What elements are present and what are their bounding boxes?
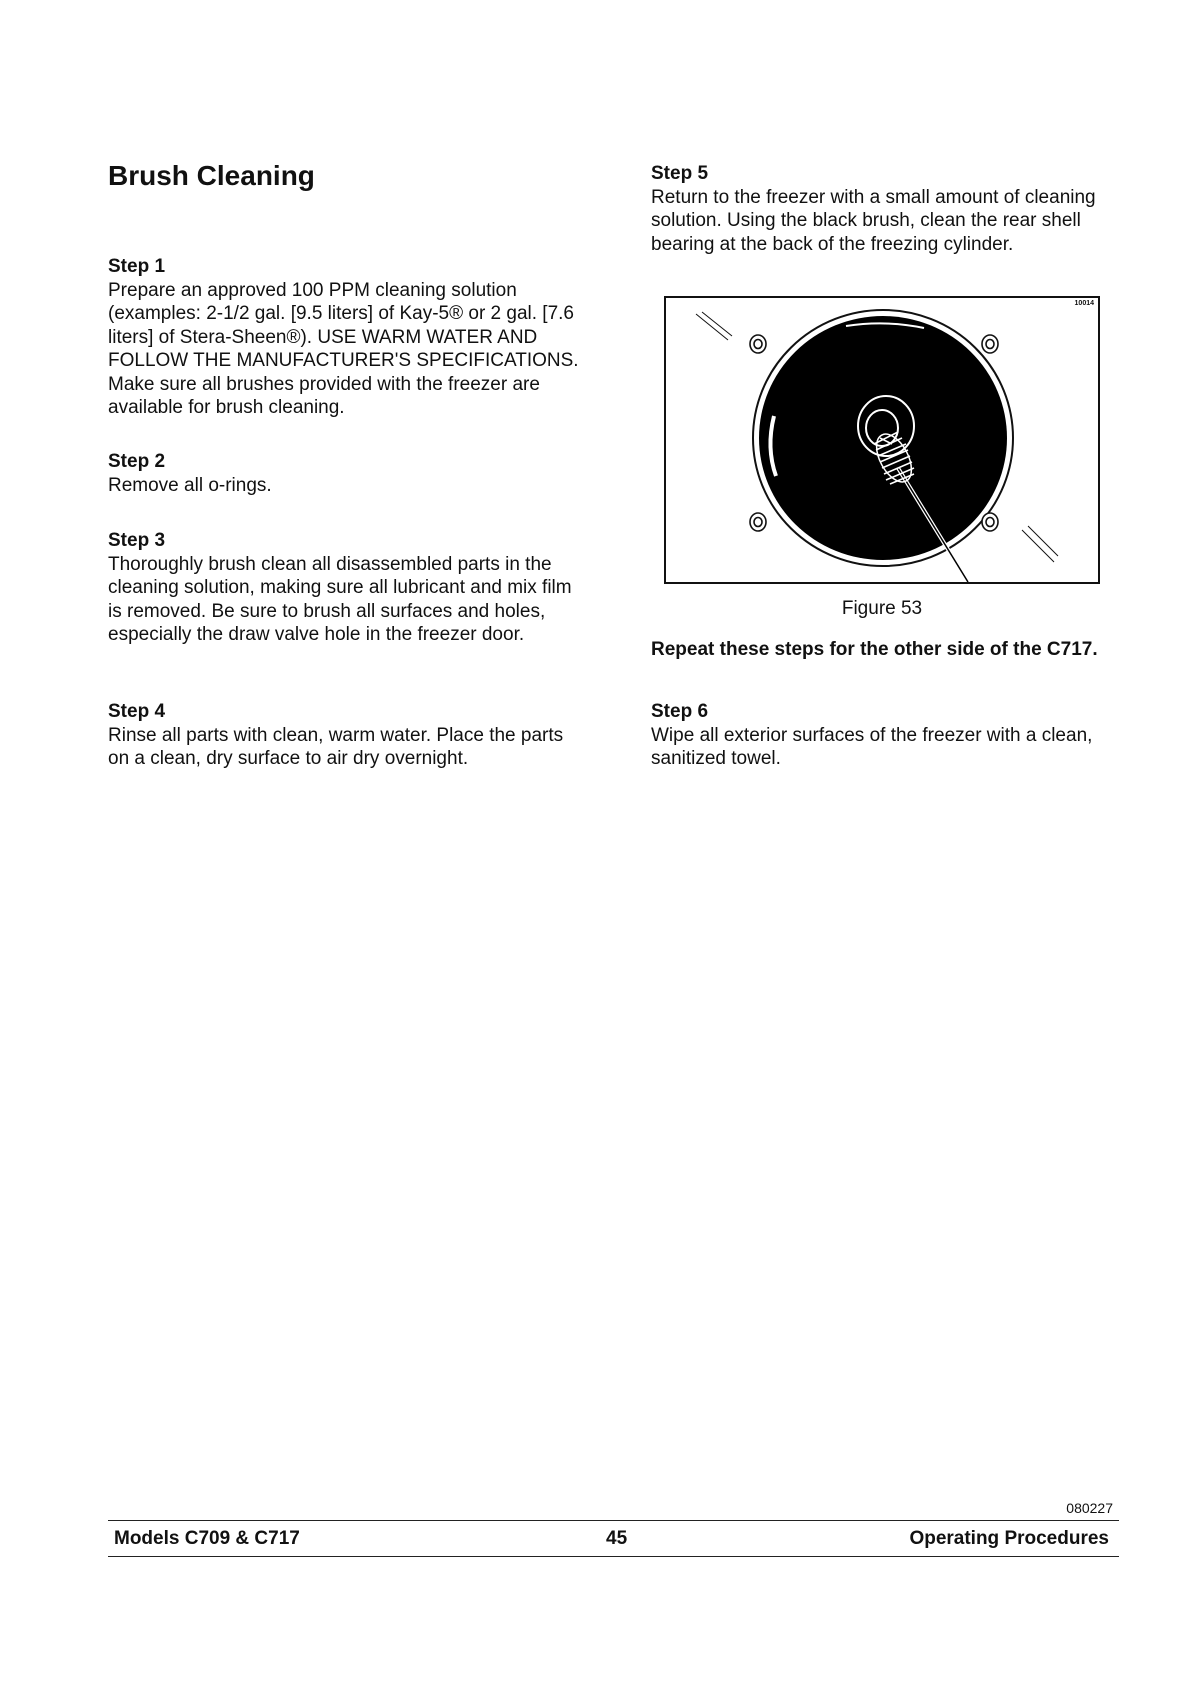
step-3-heading: Step 3 — [108, 530, 166, 551]
step-3-text: Thoroughly brush clean all disassembled parts in the cleaning solution, making sure all lubricant and mix film is removed. Be sure to brush all surfaces and holes, especially the draw valve hole in the freezer door. — [108, 553, 572, 645]
step-1 — [108, 255, 588, 420]
page-title: Brush Cleaning — [108, 160, 315, 191]
rear-shell-bearing-drawing — [666, 298, 1098, 582]
step-2 — [108, 450, 588, 497]
step-2-text: Remove all o-rings. — [108, 474, 272, 496]
step-5-text: Return to the freezer with a small amount of cleaning solution. Using the black brush, clean the rear shell bearing at the back of the freezing cylinder. — [651, 186, 1096, 255]
step-1-heading: Step 1 — [108, 256, 166, 277]
step-3 — [108, 529, 588, 647]
figure-caption: Figure 53 — [841, 598, 923, 619]
step-6 — [651, 700, 1121, 771]
step-4-heading: Step 4 — [108, 701, 166, 722]
step-4 — [108, 700, 588, 771]
step-2-heading: Step 2 — [108, 451, 166, 472]
figure-code: 10014 — [1074, 300, 1094, 307]
step-5-heading: Step 5 — [651, 163, 709, 184]
step-6-text: Wipe all exterior surfaces of the freezer with a clean, sanitized towel. — [651, 724, 1093, 769]
footer-bottom-rule — [108, 1556, 1119, 1557]
step-1-text: Prepare an approved 100 PPM cleaning solution (examples: 2-1/2 gal. [9.5 liters] of Kay-5® or 2 gal. [7.6 liters] of Stera-Sheen®). USE WARM WATER AND FOLLOW THE MANUFACTURER'S SPECIFICATIONS. Make sure all brushes provided with the freezer are available for brush cleaning. — [108, 279, 579, 418]
footer-models: Models C709 & C717 — [114, 1528, 300, 1549]
step-5 — [651, 162, 1121, 256]
footer-section: Operating Procedures — [909, 1528, 1109, 1549]
step-6-heading: Step 6 — [651, 701, 709, 722]
step-4-text: Rinse all parts with clean, warm water. Place the parts on a clean, dry surface to air dry overnight. — [108, 724, 564, 769]
footer-page-number: 45 — [606, 1528, 628, 1549]
figure-53-illustration — [664, 296, 1100, 584]
document-code: 080227 — [1066, 1500, 1113, 1516]
footer-top-rule — [108, 1520, 1119, 1521]
repeat-note: Repeat these steps for the other side of the C717. — [651, 639, 1098, 660]
